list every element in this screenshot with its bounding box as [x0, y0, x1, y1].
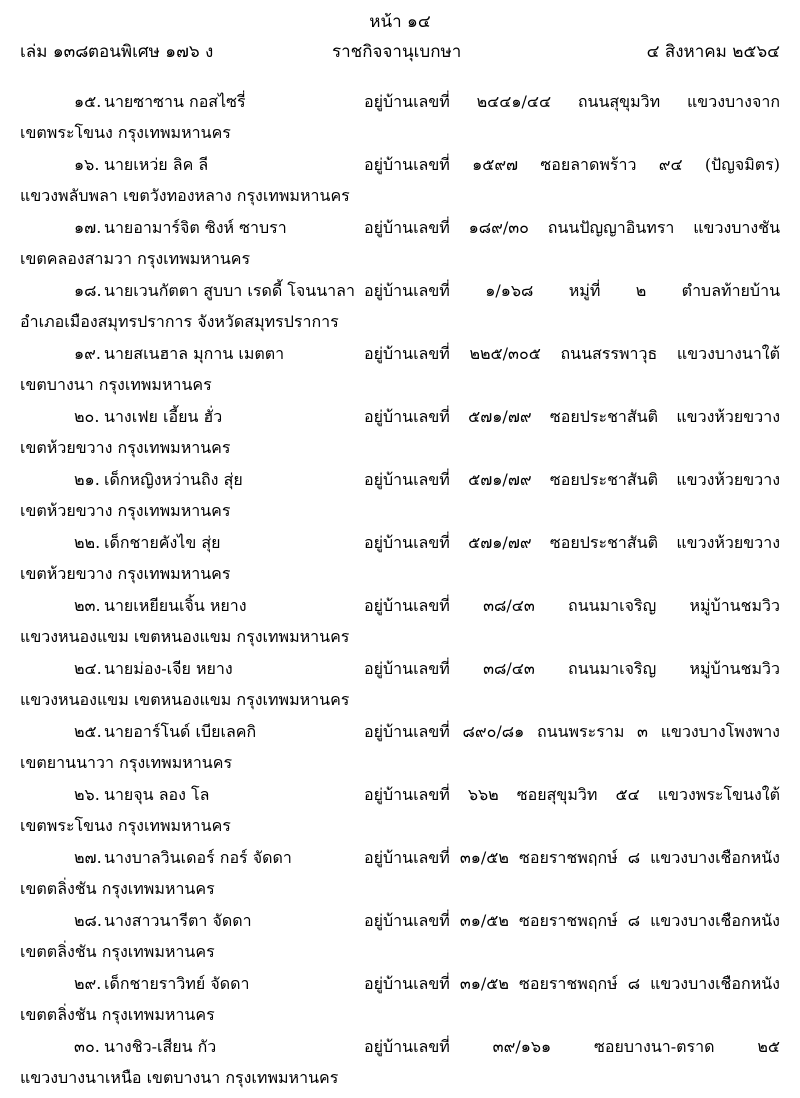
address-line-1: อยู่บ้านเลขที่ ๓๘/๔๓ ถนนมาเจริญ หมู่บ้านชมวิว — [364, 659, 780, 678]
address-line-1: อยู่บ้านเลขที่ ๕๗๑/๗๙ ซอยประชาสันติ แขวงห้วยขวาง — [364, 533, 780, 552]
person-name: นางเฟย เอี้ยน ฮั่ว — [104, 407, 223, 426]
list-item — [20, 468, 780, 531]
address-line-1: อยู่บ้านเลขที่ ๕๗๑/๗๙ ซอยประชาสันติ แขวงห้วยขวาง — [364, 470, 780, 489]
person-name: นายเหยียนเจิ้น หยาง — [104, 596, 247, 615]
address-line-1: อยู่บ้านเลขที่ ๓๙/๑๖๑ ซอยบางนา-ตราด ๒๕ — [364, 1037, 780, 1056]
person-name: นางสาวนารีตา จัดดา — [104, 911, 252, 930]
entry-number: ๒๖. — [74, 785, 100, 804]
address-line-2: เขตคลองสามวา กรุงเทพมหานคร — [20, 249, 251, 268]
person-name: นางชิว-เสียน กัว — [104, 1037, 217, 1056]
entry-number: ๑๗. — [74, 218, 102, 237]
person-name: นายจุน ลอง โล — [104, 785, 210, 804]
address-line-2: เขตห้วยขวาง กรุงเทพมหานคร — [20, 438, 231, 457]
address-line-1: อยู่บ้านเลขที่ ๒๔๔๑/๔๔ ถนนสุขุมวิท แขวงบางจาก — [364, 92, 780, 111]
gazette-title: ราชกิจจานุเบกษา — [332, 42, 462, 62]
name-list — [20, 90, 780, 1098]
list-item — [20, 594, 780, 657]
person-name: นายสเนฮาล มุกาน เมตตา — [104, 344, 285, 363]
list-item — [20, 909, 780, 972]
entry-number: ๒๘. — [74, 911, 102, 930]
entry-number: ๒๒. — [74, 533, 101, 552]
address-line-2: อำเภอเมืองสมุทรปราการ จังหวัดสมุทรปราการ — [20, 312, 339, 331]
entry-number: ๒๑. — [74, 470, 100, 489]
list-item — [20, 720, 780, 783]
list-item — [20, 90, 780, 153]
address-line-1: อยู่บ้านเลขที่ ๓๘/๔๓ ถนนมาเจริญ หมู่บ้านชมวิว — [364, 596, 780, 615]
list-item — [20, 846, 780, 909]
list-item — [20, 342, 780, 405]
entry-number: ๒๗. — [74, 848, 102, 867]
entry-number: ๒๐. — [74, 407, 100, 426]
list-item — [20, 1035, 780, 1098]
address-line-2: เขตพระโขนง กรุงเทพมหานคร — [20, 123, 231, 142]
list-item — [20, 972, 780, 1035]
address-line-1: อยู่บ้านเลขที่ ๑๘๙/๓๐ ถนนปัญญาอินทรา แขวงบางชัน — [364, 218, 780, 237]
person-name: นายอาร์โนด์ เบียเลคกิ — [104, 722, 257, 741]
list-item — [20, 405, 780, 468]
person-name: นายม่อง-เจีย หยาง — [104, 659, 233, 678]
address-line-1: อยู่บ้านเลขที่ ๑/๑๖๘ หมู่ที่ ๒ ตำบลท้ายบ้าน — [364, 281, 780, 300]
address-line-2: แขวงหนองแขม เขตหนองแขม กรุงเทพมหานคร — [20, 627, 350, 646]
entry-number: ๓๐. — [74, 1037, 100, 1056]
list-item — [20, 657, 780, 720]
address-line-2: เขตตลิ่งชัน กรุงเทพมหานคร — [20, 942, 215, 961]
list-item — [20, 531, 780, 594]
address-line-1: อยู่บ้านเลขที่ ๖๖๒ ซอยสุขุมวิท ๕๔ แขวงพระโขนงใต้ — [364, 785, 780, 804]
volume-number: เล่ม ๑๓๘ — [20, 42, 89, 62]
address-line-1: อยู่บ้านเลขที่ ๓๑/๕๒ ซอยราชพฤกษ์ ๘ แขวงบางเชือกหนัง — [364, 911, 780, 930]
entry-number: ๒๓. — [74, 596, 101, 615]
person-name: นางบาลวินเดอร์ กอร์ จัดดา — [104, 848, 292, 867]
address-line-2: แขวงบางนาเหนือ เขตบางนา กรุงเทพมหานคร — [20, 1068, 339, 1087]
address-line-2: เขตบางนา กรุงเทพมหานคร — [20, 375, 212, 394]
address-line-2: เขตห้วยขวาง กรุงเทพมหานคร — [20, 564, 231, 583]
address-line-2: เขตยานนาวา กรุงเทพมหานคร — [20, 753, 233, 772]
address-line-1: อยู่บ้านเลขที่ ๑๕๙๗ ซอยลาดพร้าว ๙๔ (ปัญจมิตร) — [364, 155, 780, 174]
person-name: เด็กหญิงหว่านถิง สุ่ย — [104, 470, 243, 489]
address-line-2: แขวงพลับพลา เขตวังทองหลาง กรุงเทพมหานคร — [20, 186, 350, 205]
address-line-1: อยู่บ้านเลขที่ ๓๑/๕๒ ซอยราชพฤกษ์ ๘ แขวงบางเชือกหนัง — [364, 848, 780, 867]
entry-number: ๑๘. — [74, 281, 102, 300]
entry-number: ๒๔. — [74, 659, 102, 678]
entry-number: ๒๙. — [74, 974, 102, 993]
person-name: นายอามาร์จิต ซิงห์ ซาบรา — [104, 218, 287, 237]
person-name: นายเหว่ย ลิค ลี — [104, 155, 209, 174]
page-number: หน้า ๑๔ — [369, 12, 431, 32]
address-line-2: แขวงหนองแขม เขตหนองแขม กรุงเทพมหานคร — [20, 690, 350, 709]
person-name: เด็กชายราวิทย์ จัดดา — [104, 974, 250, 993]
list-item — [20, 153, 780, 216]
address-line-2: เขตตลิ่งชัน กรุงเทพมหานคร — [20, 1005, 215, 1024]
entry-number: ๒๕. — [74, 722, 102, 741]
address-line-2: เขตพระโขนง กรุงเทพมหานคร — [20, 816, 231, 835]
person-name: นายเวนกัตตา สูบบา เรดดี้ โจนนาลา — [104, 281, 355, 300]
publication-date: ๔ สิงหาคม ๒๕๖๔ — [646, 42, 780, 62]
special-section: ตอนพิเศษ ๑๗๖ ง — [88, 42, 214, 62]
address-line-1: อยู่บ้านเลขที่ ๕๗๑/๗๙ ซอยประชาสันติ แขวงห้วยขวาง — [364, 407, 780, 426]
gazette-header — [20, 38, 780, 64]
address-line-1: อยู่บ้านเลขที่ ๘๙๐/๘๑ ถนนพระราม ๓ แขวงบางโพงพาง — [364, 722, 780, 741]
entry-number: ๑๖. — [74, 155, 100, 174]
address-line-1: อยู่บ้านเลขที่ ๓๑/๕๒ ซอยราชพฤกษ์ ๘ แขวงบางเชือกหนัง — [364, 974, 780, 993]
list-item — [20, 783, 780, 846]
list-item — [20, 279, 780, 342]
address-line-2: เขตห้วยขวาง กรุงเทพมหานคร — [20, 501, 231, 520]
address-line-2: เขตตลิ่งชัน กรุงเทพมหานคร — [20, 879, 215, 898]
person-name: นายซาซาน กอสไซรี่ — [104, 92, 246, 111]
entry-number: ๑๙. — [74, 344, 101, 363]
list-item — [20, 216, 780, 279]
person-name: เด็กชายคังไข สุ่ย — [104, 533, 221, 552]
entry-number: ๑๕. — [74, 92, 102, 111]
address-line-1: อยู่บ้านเลขที่ ๒๒๕/๓๐๕ ถนนสรรพาวุธ แขวงบางนาใต้ — [364, 344, 780, 363]
